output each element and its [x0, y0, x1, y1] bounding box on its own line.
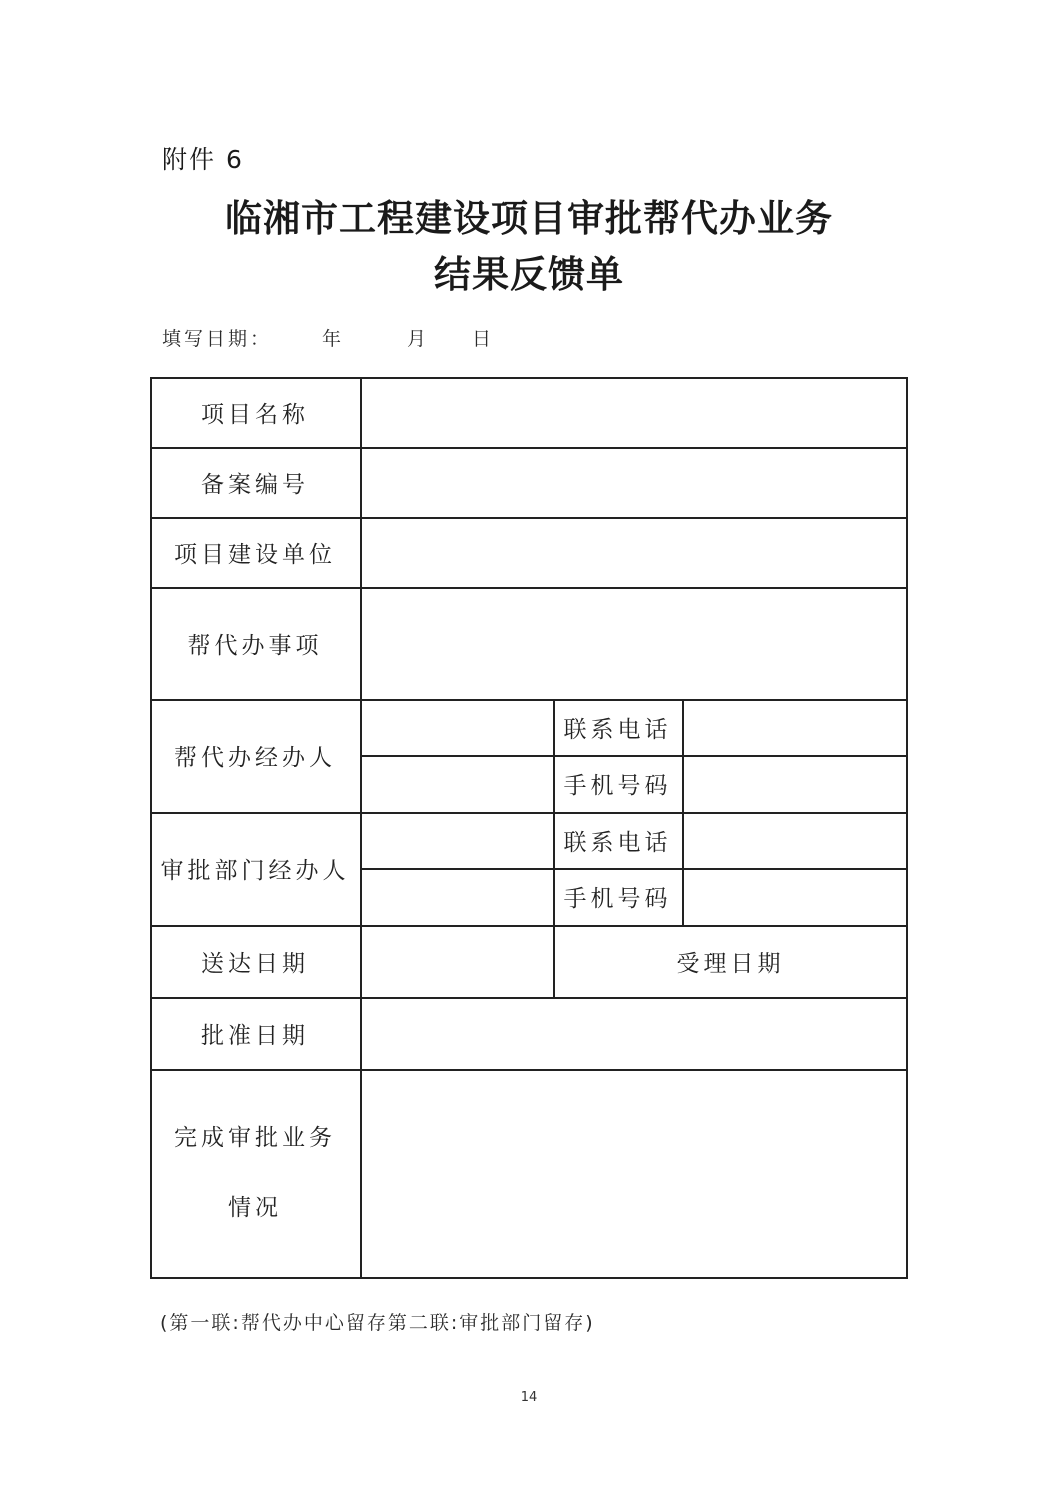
fill-date-label: 填写日期：	[162, 328, 273, 350]
fill-date-month: 月	[407, 328, 430, 350]
table-column-divider	[360, 377, 362, 1279]
agent-phone-label: 联系电话	[563, 716, 672, 743]
dept-mobile-label: 手机号码	[563, 886, 672, 912]
approval-date-label: 批准日期	[201, 1022, 309, 1049]
table-border-right	[906, 377, 908, 1279]
dept-handler-label: 审批部门经办人	[160, 858, 350, 884]
dept-phone-label: 联系电话	[563, 829, 672, 856]
page-number: 14	[520, 1390, 538, 1405]
completion-status-label	[150, 1069, 360, 1277]
completion-status-label-line1: 完成审批业务	[174, 1125, 336, 1151]
project-name-label: 项目名称	[201, 401, 309, 428]
delivery-date-label: 送达日期	[201, 950, 309, 977]
document-title-line1: 临湘市工程建设项目审批帮代办业务	[225, 197, 833, 240]
table-border-bottom	[150, 1277, 908, 1279]
attachment-label: 附件 6	[162, 145, 244, 174]
fill-date-year: 年	[322, 328, 345, 350]
copy-distribution-note: (第一联:帮代办中心留存第二联:审批部门留存)	[160, 1312, 595, 1334]
acceptance-date-label: 受理日期	[676, 950, 785, 977]
construction-unit-label: 项目建设单位	[174, 541, 336, 568]
agent-mobile-label: 手机号码	[563, 773, 672, 799]
fill-date-day: 日	[472, 328, 495, 350]
filing-number-label: 备案编号	[201, 471, 309, 498]
agent-handler-label: 帮代办经办人	[174, 745, 336, 771]
document-title-line2: 结果反馈单	[434, 253, 624, 296]
table-inner-divider	[682, 699, 684, 925]
service-matter-label: 帮代办事项	[187, 632, 323, 659]
completion-status-label-line2: 情况	[228, 1195, 282, 1221]
feedback-form-table	[150, 377, 908, 1279]
